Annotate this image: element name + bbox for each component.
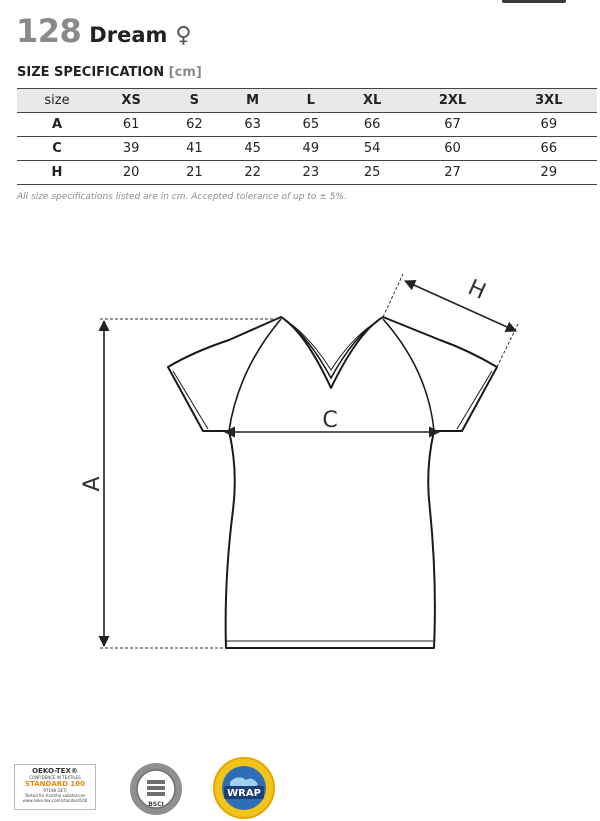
top-edge-fragment: [502, 0, 566, 3]
v-neck-band: [286, 321, 378, 378]
row-label: C: [17, 137, 97, 161]
header-s: S: [165, 89, 223, 113]
table-cell: 23: [282, 161, 340, 185]
oeko-line1: OEKO-TEX®: [32, 767, 78, 775]
header-3xl: 3XL: [501, 89, 597, 113]
header-xs: XS: [97, 89, 165, 113]
row-label: A: [17, 113, 97, 137]
size-table: [17, 88, 597, 185]
table-cell: 21: [165, 161, 223, 185]
table-cell: 20: [97, 161, 165, 185]
certifications-bar: [0, 748, 600, 821]
table-cell: 67: [404, 113, 500, 137]
size-spec-heading: [17, 65, 202, 80]
oeko-line4: 97198 OETI: [43, 788, 67, 793]
product-title: [16, 12, 192, 50]
table-cell: 45: [223, 137, 281, 161]
oeko-line3: STANDARD 100: [24, 780, 86, 788]
spec-unit: [cm]: [168, 65, 202, 80]
tshirt-diagram: [0, 220, 600, 670]
dimension-h-label: H: [464, 275, 490, 305]
table-cell: 60: [404, 137, 500, 161]
table-cell: 62: [165, 113, 223, 137]
oeko-line6: www.oeko-tex.com/standard100: [22, 798, 88, 803]
oeko-line5: Tested for harmful substances: [24, 793, 86, 798]
dimension-h-line: [405, 281, 516, 331]
oeko-tex-logo: [14, 764, 96, 810]
header-xl: XL: [340, 89, 404, 113]
dimension-c-label: C: [322, 408, 338, 433]
wrap-label: WRAP: [227, 788, 261, 799]
oeko-line2: CONFIDENCE IN TEXTILES: [29, 775, 81, 780]
tolerance-note: All size specifications listed are in cm. Accepted tolerance of up to ± 5%.: [17, 192, 347, 202]
table-cell: 49: [282, 137, 340, 161]
table-cell: 27: [404, 161, 500, 185]
table-row: [17, 161, 597, 185]
bsci-label: BSCI: [148, 801, 164, 808]
header-2xl: 2XL: [404, 89, 500, 113]
table-cell: 29: [501, 161, 597, 185]
spec-title-text: SIZE SPECIFICATION: [17, 65, 165, 80]
header-m: M: [223, 89, 281, 113]
table-header-row: [17, 89, 597, 113]
table-cell: 66: [340, 113, 404, 137]
header-size: size: [17, 89, 97, 113]
table-cell: 66: [501, 137, 597, 161]
table-row: [17, 113, 597, 137]
extension-lines: [100, 274, 519, 648]
table-cell: 61: [97, 113, 165, 137]
table-cell: 54: [340, 137, 404, 161]
table-cell: 41: [165, 137, 223, 161]
female-symbol-icon: ♀: [175, 23, 192, 48]
table-cell: 63: [223, 113, 281, 137]
table-cell: 39: [97, 137, 165, 161]
bsci-logo: [128, 761, 184, 817]
header-l: L: [282, 89, 340, 113]
tshirt-outline: [168, 317, 497, 648]
dimension-a-label: A: [80, 476, 105, 492]
table-cell: 22: [223, 161, 281, 185]
product-name: Dream: [89, 23, 168, 47]
wrap-logo: [212, 756, 276, 820]
table-cell: 25: [340, 161, 404, 185]
table-cell: 69: [501, 113, 597, 137]
table-row: [17, 137, 597, 161]
table-cell: 65: [282, 113, 340, 137]
row-label: H: [17, 161, 97, 185]
product-code: 128: [16, 12, 82, 50]
